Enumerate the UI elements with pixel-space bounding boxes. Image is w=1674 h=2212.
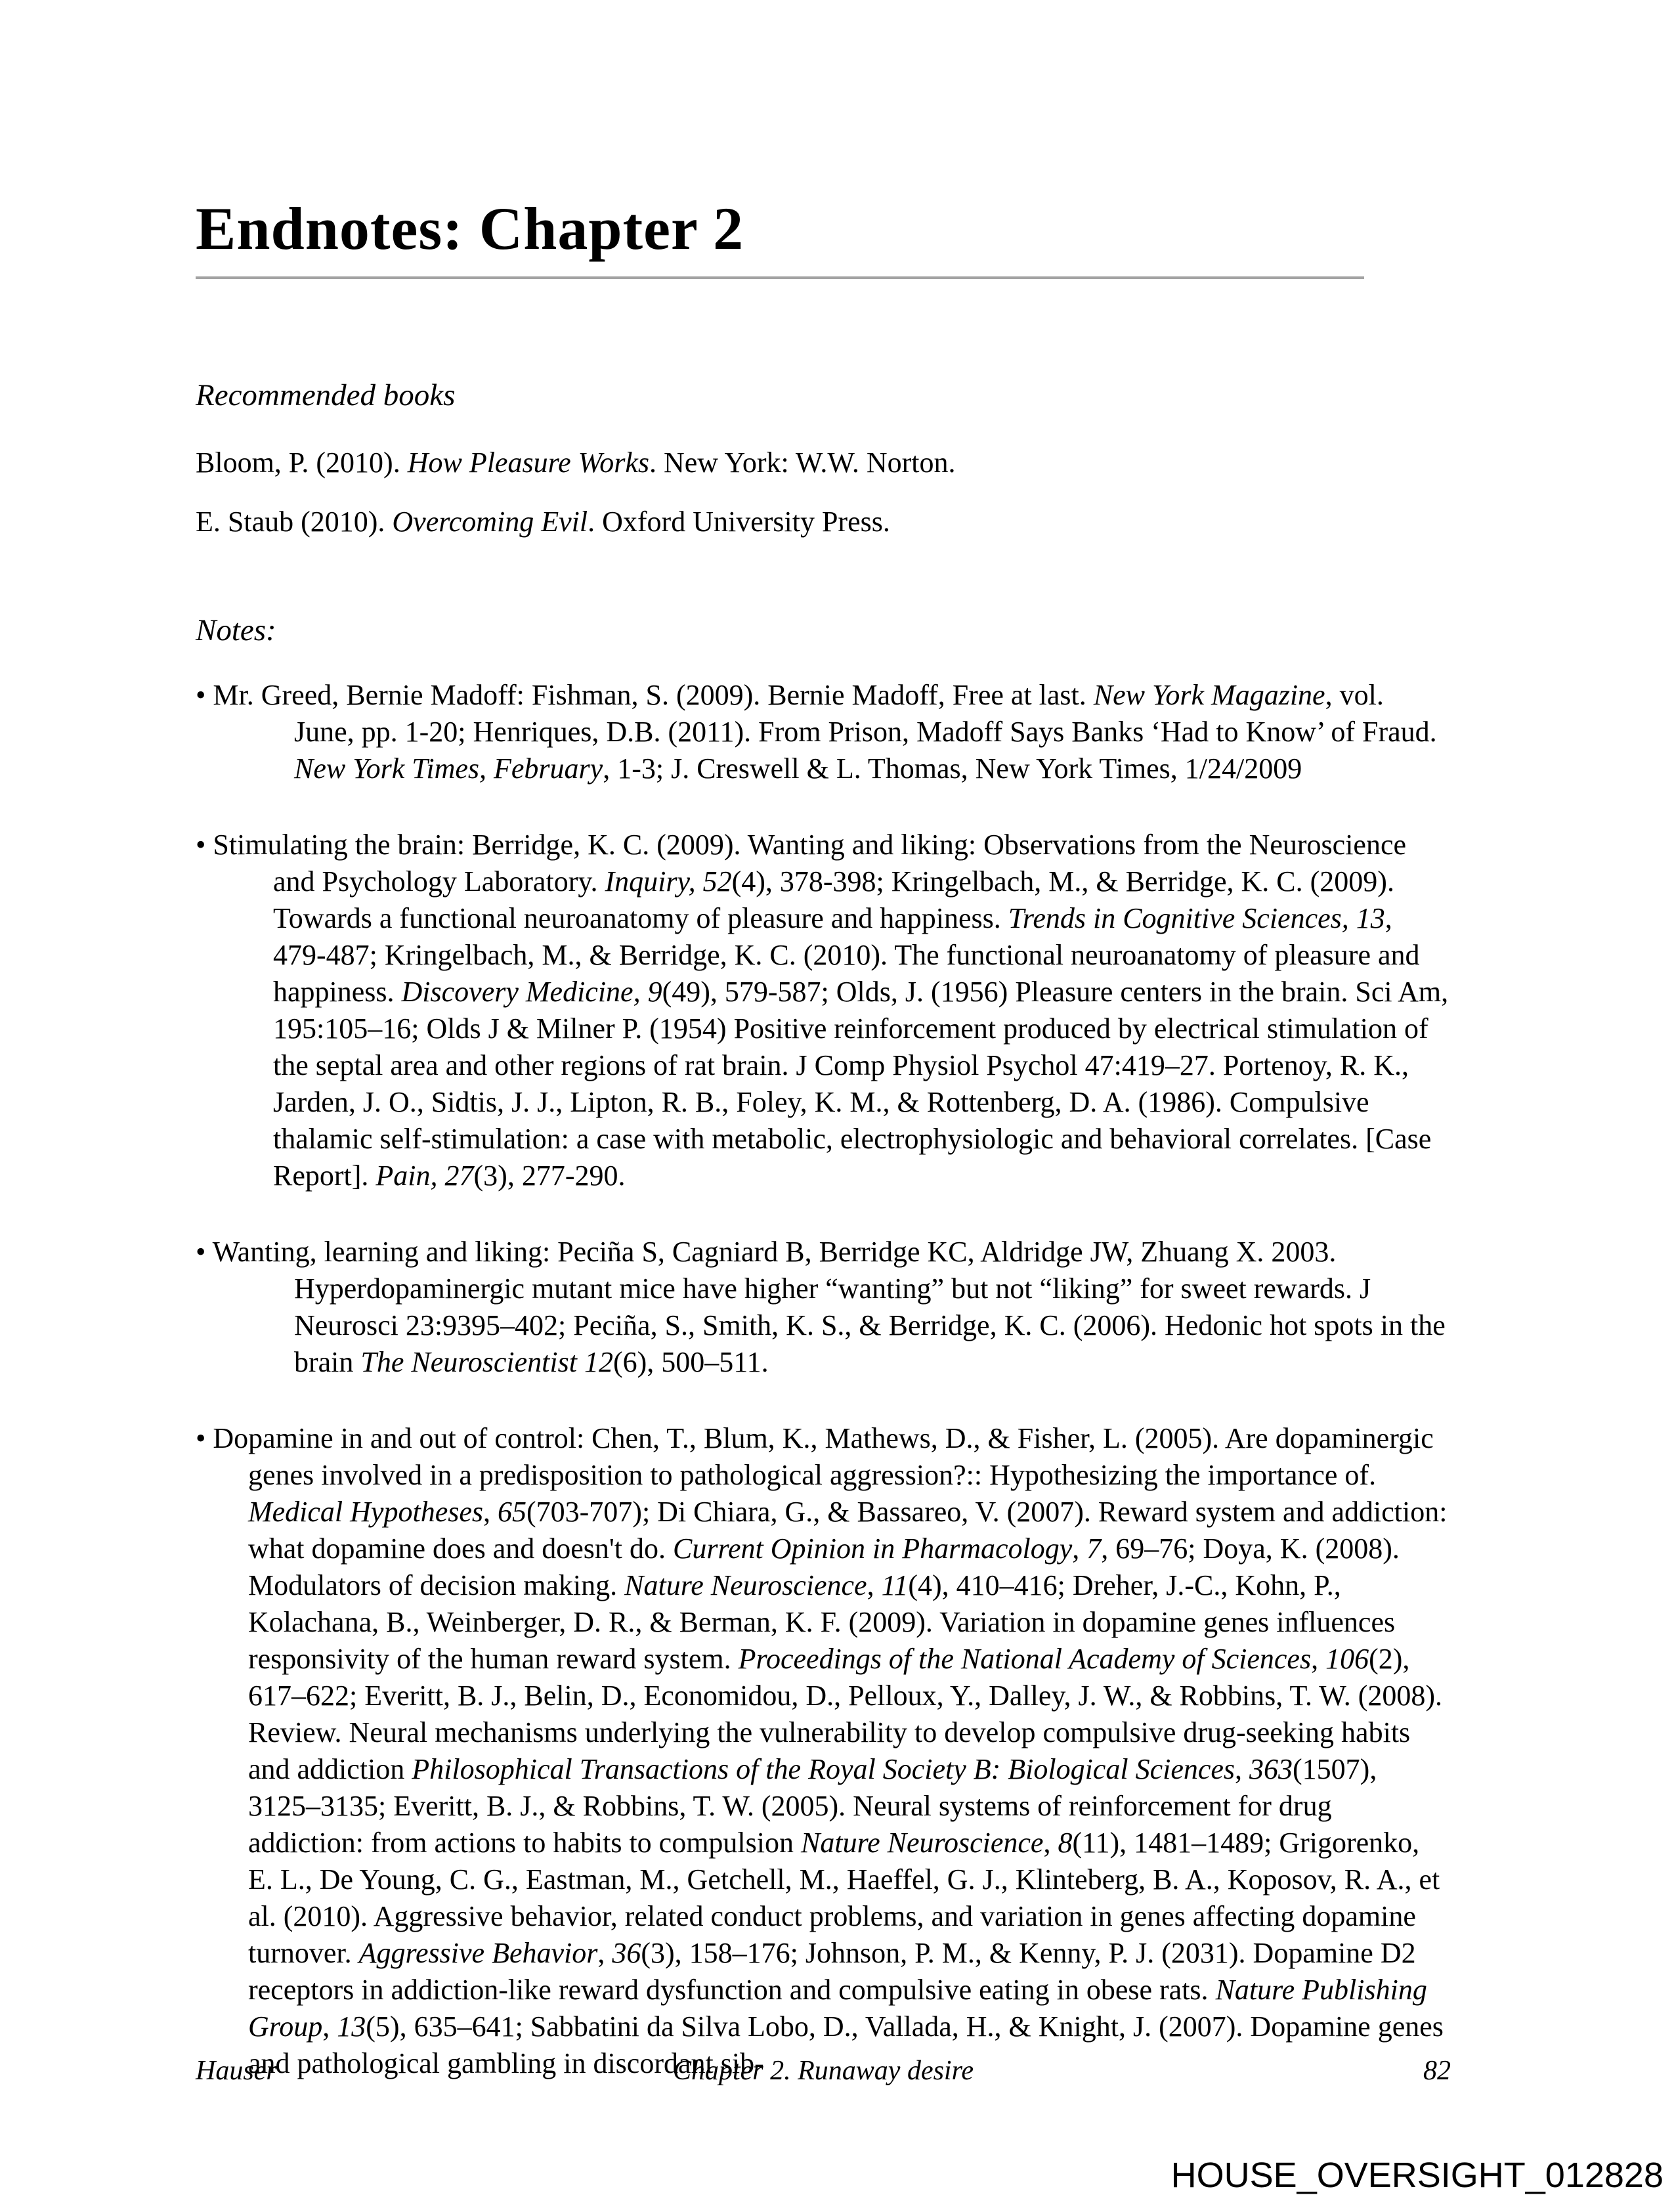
page-footer xyxy=(196,2055,1451,2087)
bates-stamp: HOUSE_OVERSIGHT_012828 xyxy=(1170,2156,1663,2195)
note-item: • Dopamine in and out of control: Chen, T., Blum, K., Mathews, D., & Fisher, L. (2005). Are dopaminergic genes involved in a predisposition to pathological aggression?:: Hypothesizing the importance of. Medical Hypotheses, 65(703-707); Di Chiara, G., & Bassareo, V. (2007). Reward system and addiction: what dopamine does and doesn't do. Current Opinion in Pharmacology, 7, 69–76; Doya, K. (2008). Modulators of decision making. Nature Neuroscience, 11(4), 410–416; Dreher, J.-C., Kohn, P., Kolachana, B., Weinberger, D. R., & Berman, K. F. (2009). Variation in dopamine genes influences responsivity of the human reward system. Proceedings of the National Academy of Sciences, 106(2), 617–622; Everitt, B. J., Belin, D., Economidou, D., Pelloux, Y., Dalley, J. W., & Robbins, T. W. (2008). Review. Neural mechanisms underlying the vulnerability to develop compulsive drug-seeking habits and addiction Philosophical Transactions of the Royal Society B: Biological Sciences, 363(1507), 3125–3135; Everitt, B. J., & Robbins, T. W. (2005). Neural systems of reinforcement for drug addiction: from actions to habits to compulsion Nature Neuroscience, 8(11), 1481–1489; Grigorenko, E. L., De Young, C. G., Eastman, M., Getchell, M., Haeffel, G. J., Klinteberg, B. A., Koposov, R. A., et al. (2010). Aggressive behavior, related conduct problems, and variation in genes affecting dopamine turnover. Aggressive Behavior, 36(3), 158–176; Johnson, P. M., & Kenny, P. J. (2031). Dopamine D2 receptors in addiction-like reward dysfunction and compulsive eating in obese rats. Nature Publishing Group, 13(5), 635–641; Sabbatini da Silva Lobo, D., Vallada, H., & Knight, J. (2007). Dopamine genes and pathological gambling in discordant sib- xyxy=(196,1422,1448,2079)
book-entry: E. Staub (2010). Overcoming Evil. Oxford University Press. xyxy=(196,506,890,538)
page-title: Endnotes: Chapter 2 xyxy=(196,195,744,262)
title-rule xyxy=(196,276,1364,279)
note-item: • Mr. Greed, Bernie Madoff: Fishman, S. (2009). Bernie Madoff, Free at last. New York Magazine, vol. June, pp. 1-20; Henriques, D.B. (2011). From Prison, Madoff Says Banks ‘Had to Know’ of Fraud. New York Times, February, 1-3; J. Creswell & L. Thomas, New York Times, 1/24/2009 xyxy=(196,679,1437,785)
footer-chapter: Chapter 2. Runaway desire xyxy=(672,2056,974,2086)
note-item: • Wanting, learning and liking: Peciña S, Cagniard B, Berridge KC, Aldridge JW, Zhuang X. 2003. Hyperdopaminergic mutant mice have higher “wanting” but not “liking” for sweet rewards. J Neurosci 23:9395–402; Peciña, S., Smith, K. S., & Berridge, K. C. (2006). Hedonic hot spots in the brain The Neuroscientist 12(6), 500–511. xyxy=(196,1236,1446,1378)
page-content xyxy=(196,194,1451,2121)
notes-heading: Notes: xyxy=(196,613,276,647)
book-entry: Bloom, P. (2010). How Pleasure Works. New York: W.W. Norton. xyxy=(196,446,956,479)
recommended-books-heading: Recommended books xyxy=(196,378,456,412)
note-item: • Stimulating the brain: Berridge, K. C. (2009). Wanting and liking: Observations from the Neuroscience and Psychology Laboratory. Inquiry, 52(4), 378-398; Kringelbach, M., & Berridge, K. C. (2009). Towards a functional neuroanatomy of pleasure and happiness. Trends in Cognitive Sciences, 13, 479-487; Kringelbach, M., & Berridge, K. C. (2010). The functional neuroanatomy of pleasure and happiness. Discovery Medicine, 9(49), 579-587; Olds, J. (1956) Pleasure centers in the brain. Sci Am, 195:105–16; Olds J & Milner P. (1954) Positive reinforcement produced by electrical stimulation of the septal area and other regions of rat brain. J Comp Physiol Psychol 47:419–27. Portenoy, R. K., Jarden, J. O., Sidtis, J. J., Lipton, R. B., Foley, K. M., & Rottenberg, D. A. (1986). Compulsive thalamic self-stimulation: a case with metabolic, electrophysiologic and behavioral correlates. [Case Report]. Pain, 27(3), 277-290. xyxy=(196,829,1449,1192)
footer-author: Hauser xyxy=(196,2056,277,2086)
footer-page-number: 82 xyxy=(1423,2056,1451,2086)
